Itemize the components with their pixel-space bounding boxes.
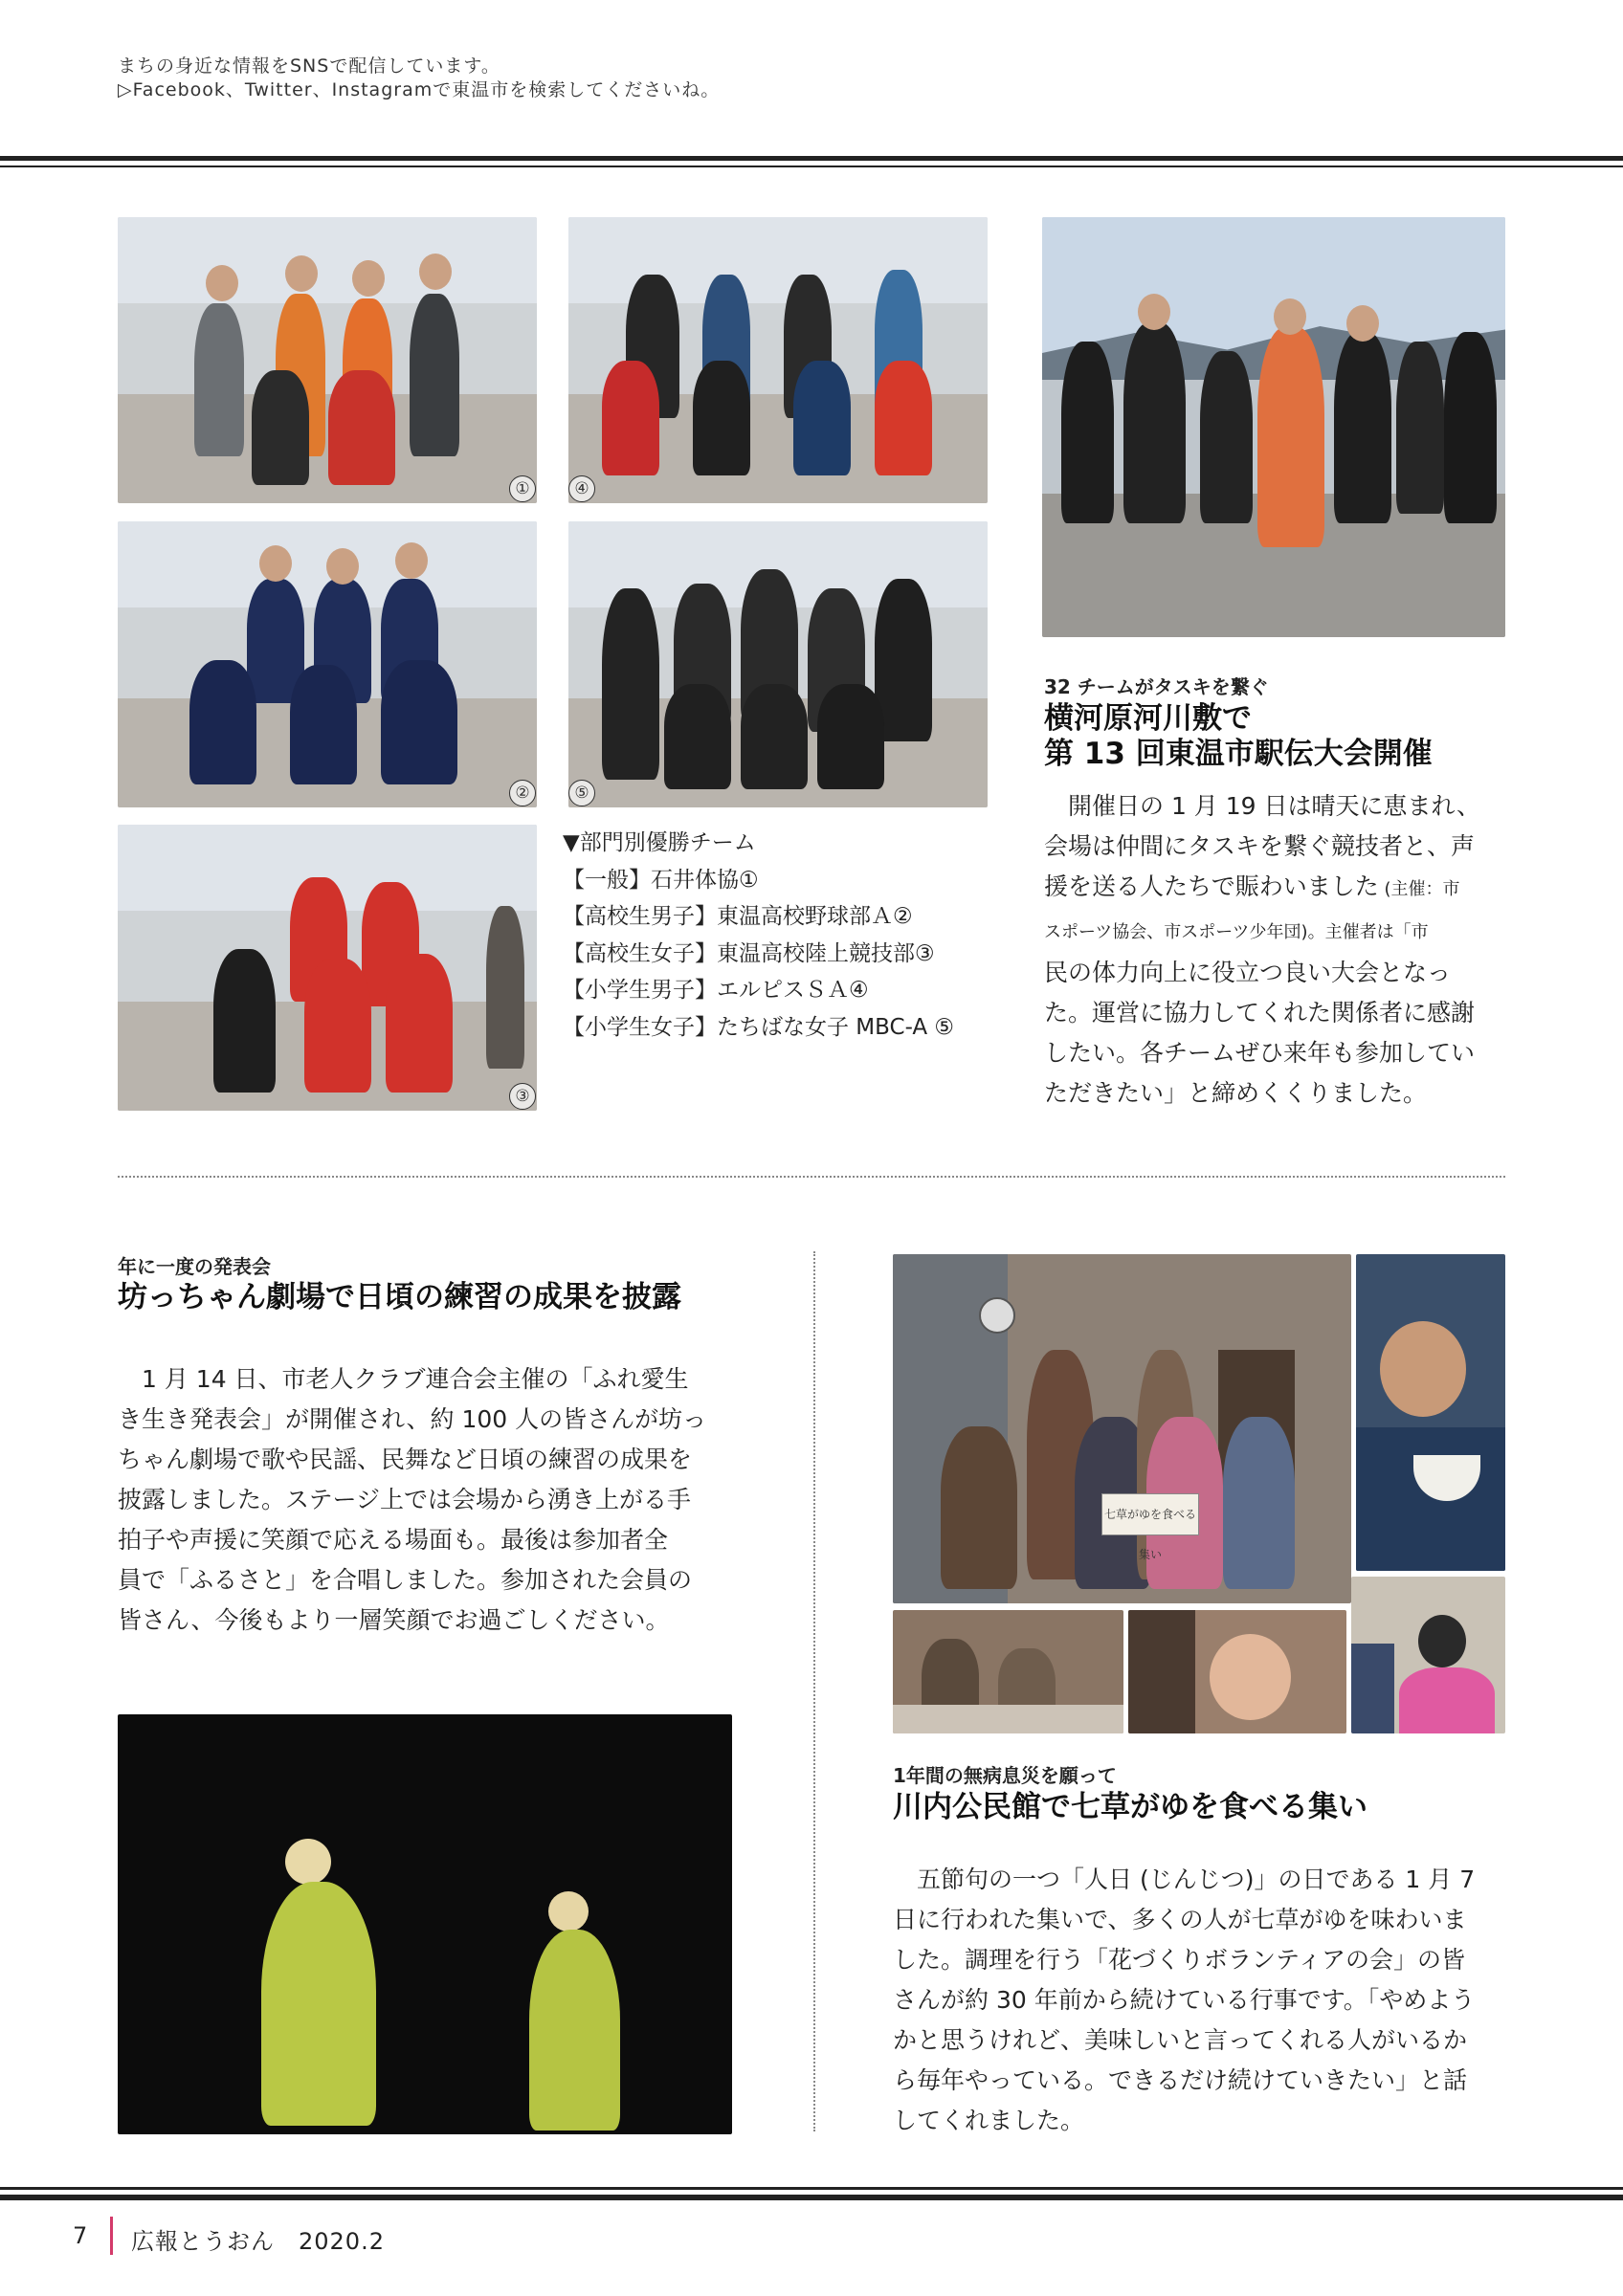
photo-number-1: ① [509,475,536,502]
winners-title: ▼部門別優勝チーム [563,830,756,855]
photo-team-3 [118,825,537,1111]
photo-boy-eating [1356,1254,1505,1571]
footer-rule-thick [0,2195,1623,2200]
photo-people-table [893,1610,1123,1733]
footer-rule-thin [0,2187,1623,2190]
photo-baby-eating [1128,1610,1346,1733]
publication-title: 広報とうおん 2020.2 [131,2228,385,2255]
photo-team-5 [568,521,988,807]
footer-accent-bar [110,2217,113,2255]
winner-general: 【一般】石井体協① [563,867,759,893]
page-number: 7 [73,2222,88,2249]
sns-info-line: まちの身近な情報をSNSで配信しています。 [118,55,500,77]
photo-number-2: ② [509,780,536,806]
ekiden-body: 開催日の 1 月 19 日は晴天に恵まれ、 会場は仲間にタスキを繋ぐ競技者と、声 援を送る人たちで賑わいました (主催：市 スポーツ協会、市スポーツ少年団)。主催者は「市 民の体力向上に役立つ良い大会となっ た。運営に協力してくれた関係者に感謝 したい。各チームぜひ来年も参加してい ただきたい」と締めくくりました。 [1044,792,1481,1107]
nanakusa-body: 五節句の一つ「人日 (じんじつ)」の日である 1 月 7 日に行われた集いで、多くの人が七草がゆを味わいま した。調理を行う「花づくりボランティアの会」の皆 さんが約 30 年前から続けている行事です。「やめよう かと思うけれど、美味しいと言ってくれる人がいるか ら毎年やっている。できるだけ続けていきたい」と話 してくれました。 [893,1866,1476,2134]
botchan-kicker: 年に一度の発表会 [118,1255,271,1278]
ekiden-kicker: 32 チームがタスキを繋ぐ [1044,675,1269,698]
photo-girl-drinking [1351,1577,1505,1733]
photo-team-4 [568,217,988,503]
nanakusa-sign: 七草がゆを食べる集い [1101,1493,1199,1535]
column-divider [813,1251,815,2131]
ekiden-organizer-note: (主催：市 [1378,879,1460,899]
ekiden-headline-2: 第 13 回東温市駅伝大会開催 [1044,737,1433,771]
winner-hs-girls: 【高校生女子】東温高校陸上競技部③ [563,940,935,966]
botchan-body: 1 月 14 日、市老人クラブ連合会主催の「ふれ愛生 き生き発表会」が開催され、約 100 人の皆さんが坊っ ちゃん劇場で歌や民謡、民舞など日頃の練習の成果を 披露しました。ステージ上では会場から湧き上がる手 拍子や声援に笑顔で応える場面も。最後は参加者全 員で「ふるさと」を合唱しました。参加された会員の 皆さん、今後もより一層笑顔でお過ごしください。 [118,1365,707,1634]
nanakusa-kicker: 1年間の無病息災を願って [893,1764,1117,1787]
winner-es-boys: 【小学生男子】エルピスＳＡ④ [563,978,869,1003]
ekiden-headline-1: 横河原河川敷で [1044,701,1252,736]
photo-stage-dance [118,1714,732,2134]
winner-es-girls: 【小学生女子】たちばな女子 MBC-A ⑤ [563,1014,955,1040]
nanakusa-headline: 川内公民館で七草がゆを食べる集い [893,1790,1367,1824]
photo-team-2 [118,521,537,807]
sns-search-line: ▷Facebook、Twitter、Instagramで東温市を検索してくださいね。 [118,79,721,100]
section-divider [118,1176,1505,1178]
photo-number-4: ④ [568,475,595,502]
winner-hs-boys: 【高校生男子】東温高校野球部Ａ② [563,904,913,929]
winners-list [563,825,954,1046]
photo-ekiden-runners [1042,217,1505,637]
header-rule-thin [0,166,1623,167]
photo-number-3: ③ [509,1083,536,1110]
botchan-headline: 坊っちゃん劇場で日頃の練習の成果を披露 [118,1280,681,1314]
photo-team-1 [118,217,537,503]
photo-nanakusa-group [893,1254,1351,1603]
header-rule-thick [0,156,1623,161]
photo-number-5: ⑤ [568,780,595,806]
